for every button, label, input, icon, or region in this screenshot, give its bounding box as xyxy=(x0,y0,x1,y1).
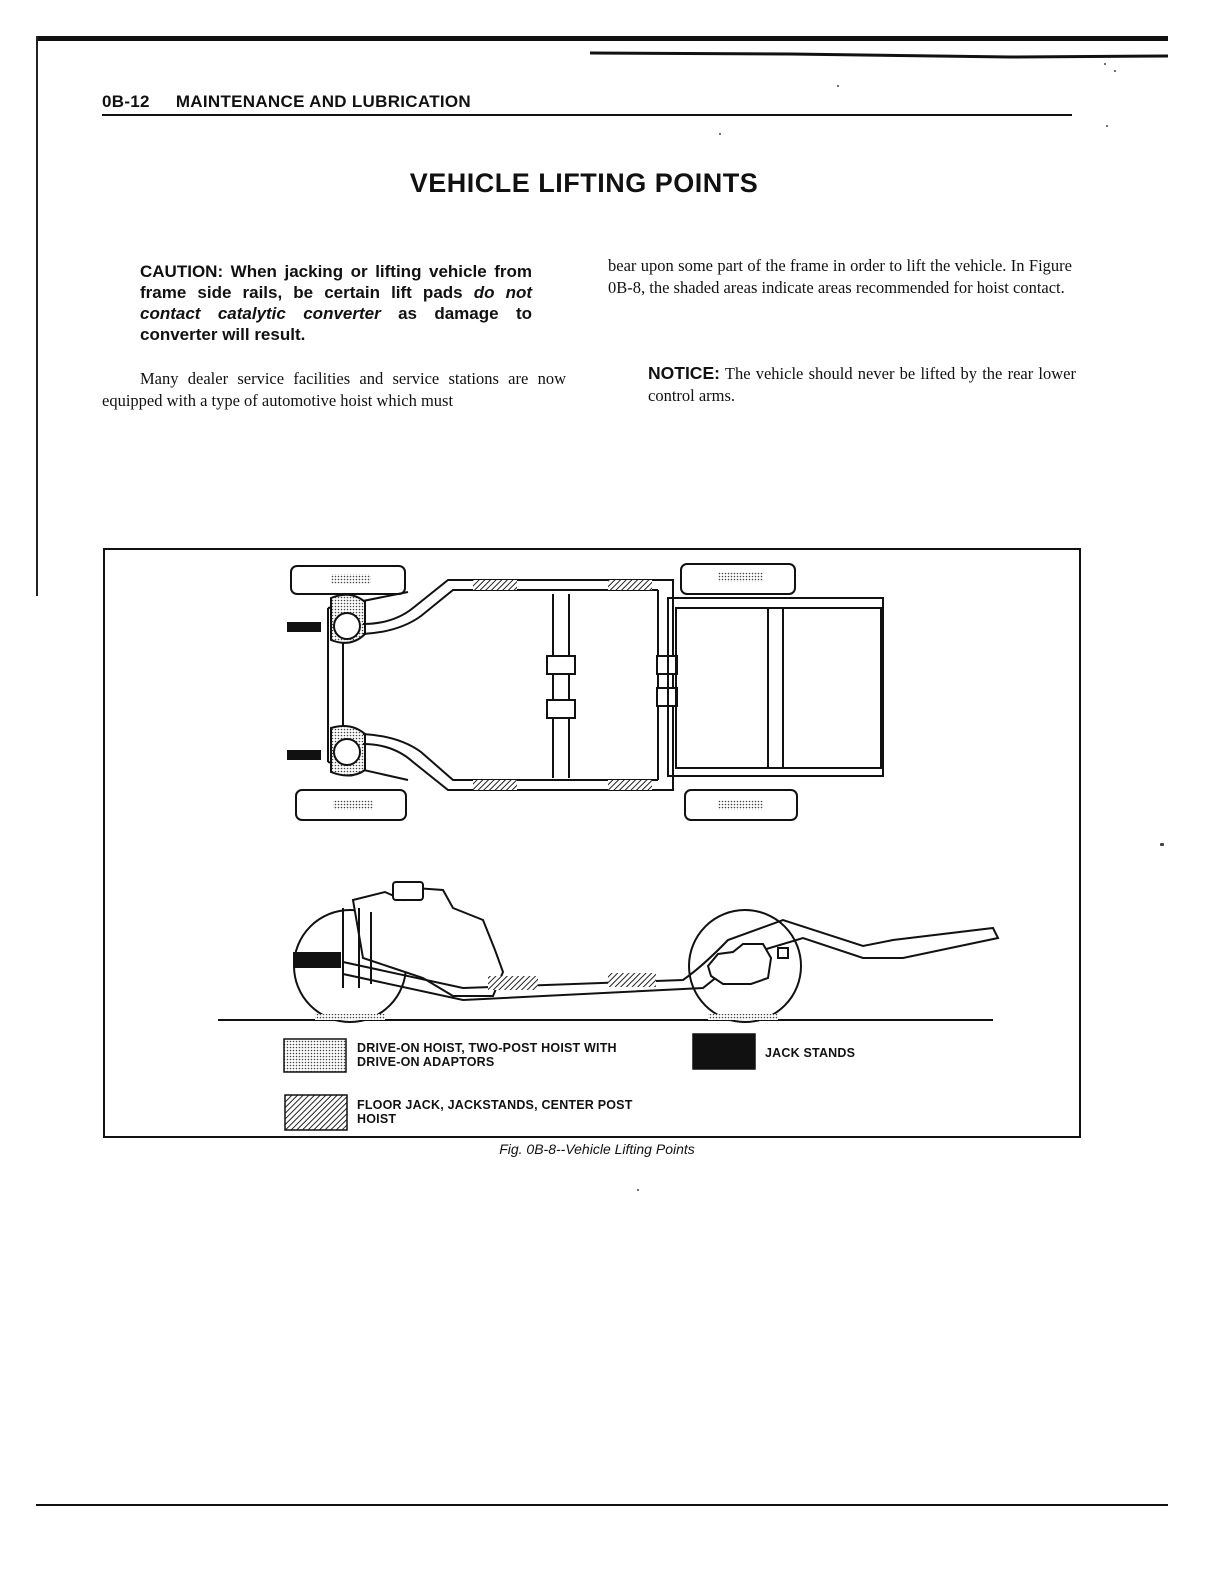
scan-speck xyxy=(1160,843,1164,846)
figure-caption: Fig. 0B-8--Vehicle Lifting Points xyxy=(499,1141,695,1157)
legend-swatch-dotted xyxy=(284,1039,346,1072)
side-view-chassis xyxy=(218,882,998,1022)
page-number: 0B-12 xyxy=(102,92,150,111)
caution-label: CAUTION: xyxy=(140,262,224,281)
running-head xyxy=(102,92,1072,116)
caution-text: When jacking or lifting vehicle from frame side rails, be certain lift pads xyxy=(140,262,532,302)
caution-text-end: as damage to converter will result. xyxy=(140,304,532,344)
legend-floor-jack: FLOOR JACK, JACKSTANDS, CENTER POST HOIST xyxy=(357,1098,633,1126)
section-title: MAINTENANCE AND LUBRICATION xyxy=(175,92,472,111)
scan-stroke-mark xyxy=(590,51,1168,61)
bottom-page-rule xyxy=(36,1504,1168,1506)
legend-drive-on-hoist: DRIVE-ON HOIST, TWO-POST HOIST WITH DRIVE-ON ADAPTORS xyxy=(357,1041,617,1069)
paragraph-right: bear upon some part of the frame in order to lift the vehicle. In Figure 0B-8, the shaded areas indicate areas recommended for hoist contact. xyxy=(608,256,1072,297)
scan-speck xyxy=(1104,63,1106,65)
legend-jack-stands: JACK STANDS xyxy=(765,1046,856,1060)
top-view-chassis xyxy=(287,564,883,820)
scan-speck xyxy=(637,1189,639,1191)
page-title: VEHICLE LIFTING POINTS xyxy=(409,168,759,198)
scan-speck xyxy=(719,133,721,135)
notice-label: NOTICE: xyxy=(648,363,720,383)
paragraph-left: Many dealer service facilities and service stations are now equipped with a type of automotive hoist which must xyxy=(102,369,566,410)
notice-text: The vehicle should never be lifted by the rear lower control arms. xyxy=(648,364,1076,405)
scan-speck xyxy=(1114,70,1116,72)
legend-swatch-solid xyxy=(693,1034,755,1069)
caution-text-emphasis: do not contact catalytic converter xyxy=(140,283,533,323)
legend-swatch-hatched xyxy=(285,1095,347,1130)
top-page-rule xyxy=(36,36,1168,41)
caution-block xyxy=(140,261,532,345)
left-page-rule xyxy=(36,36,38,596)
scan-speck xyxy=(837,85,839,87)
scan-speck xyxy=(1106,125,1108,127)
notice-block xyxy=(648,362,1076,407)
